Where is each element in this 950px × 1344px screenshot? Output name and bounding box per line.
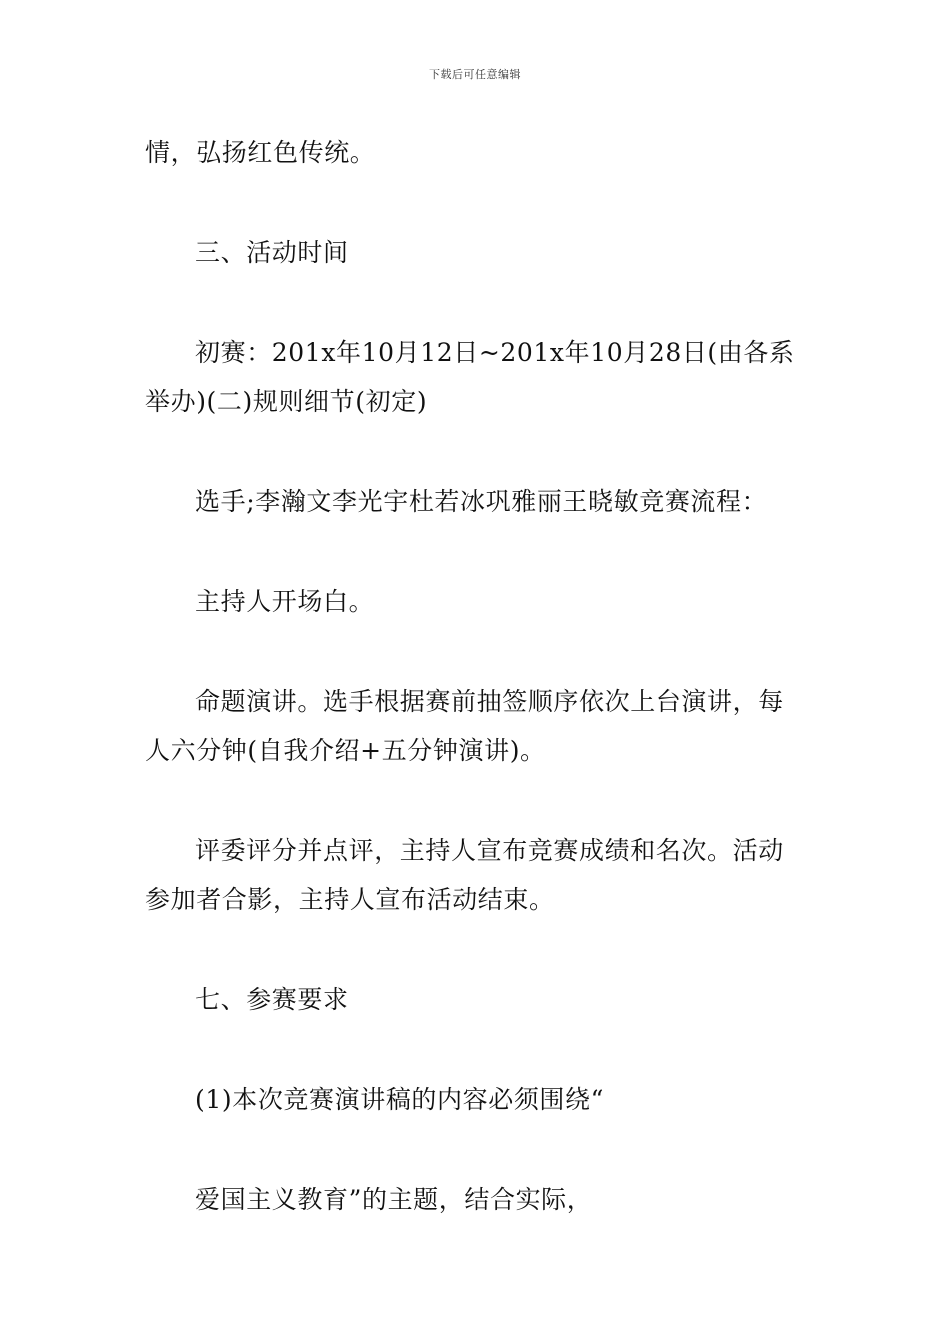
paragraph-judging: 评委评分并点评，主持人宣布竞赛成绩和名次。活动参加者合影，主持人宣布活动结束。 <box>145 836 784 914</box>
paragraph-topic-speech: 命题演讲。选手根据赛前抽签顺序依次上台演讲，每人六分钟(自我介绍+五分钟演讲)。 <box>145 687 784 765</box>
paragraph-continuation: 情，弘扬红色传统。 <box>145 138 376 167</box>
paragraph-contestants: 选手;李瀚文李光宇杜若冰巩雅丽王晓敏竞赛流程： <box>195 487 768 516</box>
page-header: 下载后可任意编辑 <box>429 68 521 81</box>
paragraph-host-opening: 主持人开场白。 <box>195 587 375 616</box>
document-body <box>145 128 807 1224</box>
section-heading-activity-time: 三、活动时间 <box>195 238 349 267</box>
paragraph-requirement-1: (1)本次竞赛演讲稿的内容必须围绕“ <box>195 1085 604 1114</box>
section-heading-requirements: 七、参赛要求 <box>195 985 349 1014</box>
paragraph-requirement-1-continued: 爱国主义教育”的主题，结合实际， <box>195 1185 593 1214</box>
paragraph-preliminary: 初赛：201x年10月12日~201x年10月28日(由各系举办)(二)规则细节(初定) <box>145 338 795 416</box>
